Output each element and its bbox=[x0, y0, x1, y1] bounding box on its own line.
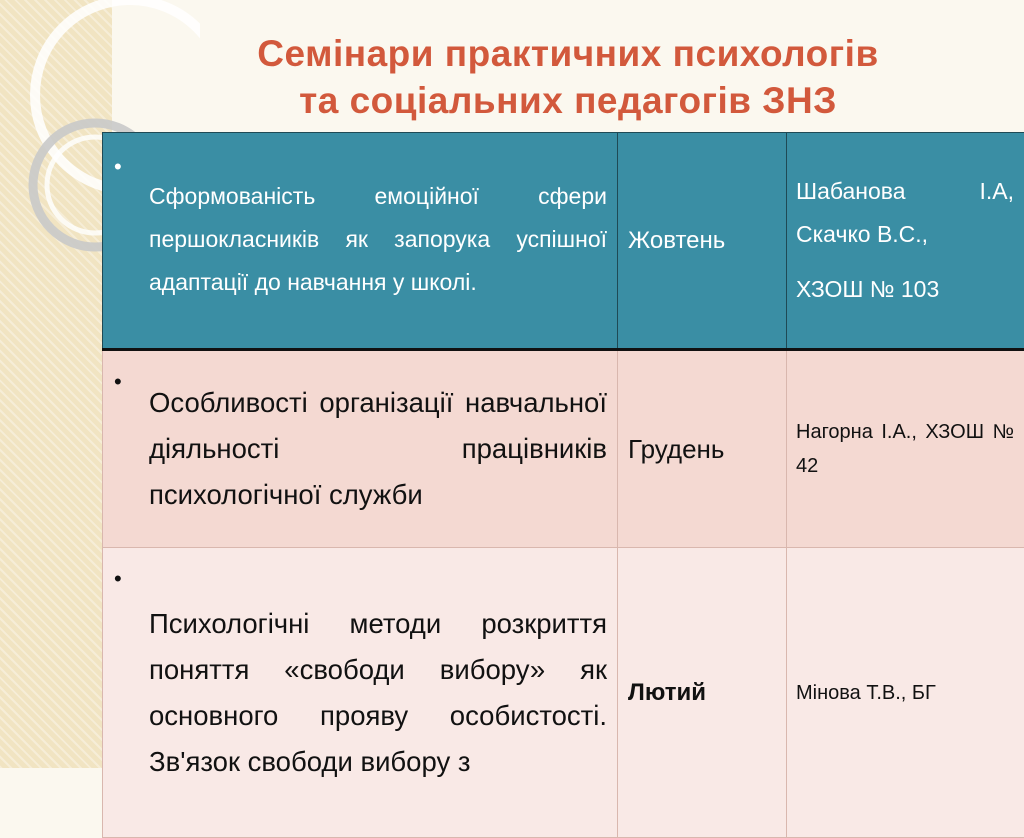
topic-cell bbox=[103, 350, 618, 548]
topic-cell bbox=[103, 133, 618, 350]
author-cell bbox=[787, 133, 1024, 350]
author-names: Нагорна І.А., ХЗОШ № 42 bbox=[796, 415, 1014, 483]
bullet-icon: • bbox=[114, 145, 122, 188]
bullet-icon: • bbox=[114, 359, 122, 405]
author-names: Шабанова І.А, Скачко В.С., bbox=[796, 170, 1014, 256]
table-row bbox=[103, 548, 1024, 838]
topic-cell bbox=[103, 548, 618, 838]
month-cell: Жовтень bbox=[618, 133, 787, 350]
topic-text: Особливості організації навчальної діяльності працівників психологічної служби bbox=[149, 372, 607, 526]
bullet-icon: • bbox=[114, 556, 122, 602]
author-names: Мінова Т.В., БГ bbox=[796, 676, 1014, 710]
table-row bbox=[103, 350, 1024, 548]
author-cell bbox=[787, 350, 1024, 548]
author-school: ХЗОШ № 103 bbox=[796, 268, 1014, 311]
seminar-table bbox=[102, 132, 1024, 838]
title-line-1: Семінари практичних психологів bbox=[112, 30, 1024, 77]
month-cell: Лютий bbox=[618, 548, 787, 838]
title-line-2: та соціальних педагогів ЗНЗ bbox=[112, 77, 1024, 124]
author-cell bbox=[787, 548, 1024, 838]
topic-text: Психологічні методи розкриття поняття «свободи вибору» як основного прояву особистості. Зв'язок свободи вибору з bbox=[149, 593, 607, 793]
topic-text: Сформованість емоційної сфери першокласників як запорука успішної адаптації до навчання у школі. bbox=[149, 163, 607, 318]
table-row bbox=[103, 133, 1024, 350]
month-cell: Грудень bbox=[618, 350, 787, 548]
page-title bbox=[112, 30, 1024, 124]
